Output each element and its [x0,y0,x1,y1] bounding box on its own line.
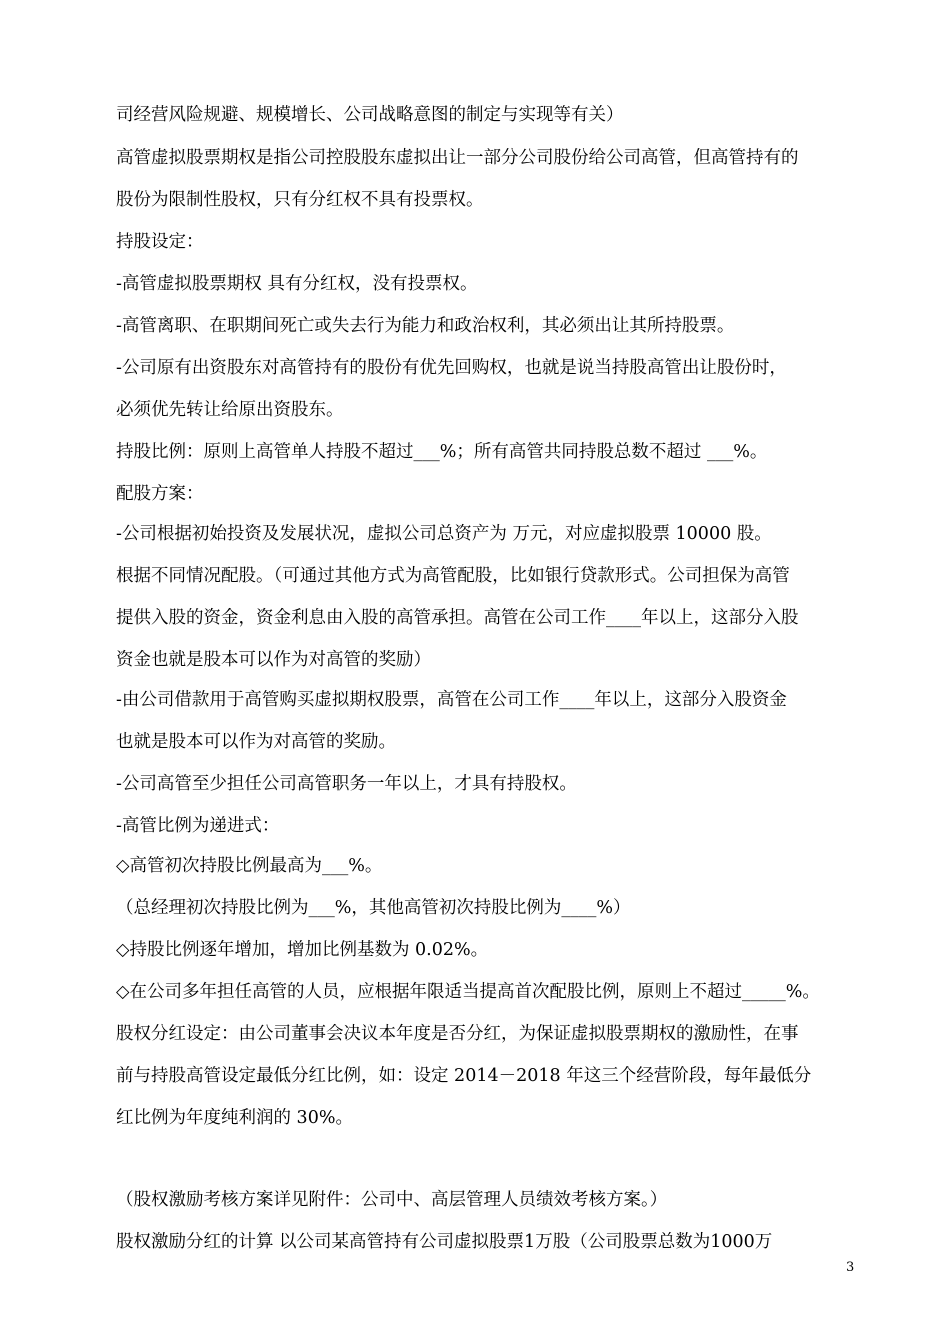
text-line: ◇高管初次持股比例最高为___%。 [116,856,383,876]
text-line: -公司高管至少担任公司高管职务一年以上，才具有持股权。 [116,774,577,794]
text-line: 必须优先转让给原出资股东。 [116,400,344,420]
section-heading: 配股方案： [116,484,204,504]
text-line: 股份为限制性股权，只有分红权不具有投票权。 [116,190,484,210]
text-line: 司经营风险规避、规模增长、公司战略意图的制定与实现等有关） [116,105,624,125]
text-line: （股权激励考核方案详见附件：公司中、高层管理人员绩效考核方案。） [116,1190,668,1210]
text-line: 红比例为年度纯利润的 30%。 [116,1108,353,1128]
text-line: 高管虚拟股票期权是指公司控股股东虚拟出让一部分公司股份给公司高管，但高管持有的 [116,148,799,168]
text-line: 持股比例：原则上高管单人持股不超过___%；所有高管共同持股总数不超过 ___%。 [116,442,768,462]
text-line: -高管虚拟股票期权 具有分红权，没有投票权。 [116,274,478,294]
text-line: 股权激励分红的计算 以公司某高管持有公司虚拟股票1万股（公司股票总数为1000万 [116,1232,773,1252]
text-line: 提供入股的资金，资金利息由入股的高管承担。高管在公司工作____年以上，这部分入股 [116,608,799,628]
text-line: 前与持股高管设定最低分红比例，如：设定 2014－2018 年这三个经营阶段，每年最低分 [116,1066,812,1086]
text-line: （总经理初次持股比例为___%，其他高管初次持股比例为____%） [116,898,631,918]
section-heading: 持股设定： [116,232,204,252]
text-line: -由公司借款用于高管购买虚拟期权股票，高管在公司工作____年以上，这部分入股资金 [116,690,787,710]
text-line: 根据不同情况配股。（可通过其他方式为高管配股，比如银行贷款形式。公司担保为高管 [116,566,790,586]
text-line: -公司根据初始投资及发展状况，虚拟公司总资产为 万元，对应虚拟股票 10000 股。 [116,524,772,544]
text-line: -高管离职、在职期间死亡或失去行为能力和政治权利，其必须出让其所持股票。 [116,316,735,336]
text-line: ◇在公司多年担任高管的人员，应根据年限适当提高首次配股比例，原则上不超过_____%。 [116,982,820,1002]
text-line: ◇持股比例逐年增加，增加比例基数为 0.02%。 [116,940,489,960]
page-number: 3 [846,1260,855,1275]
text-line: 股权分红设定：由公司董事会决议本年度是否分红，为保证虚拟股票期权的激励性，在事 [116,1024,799,1044]
text-line: -高管比例为递进式： [116,816,280,836]
text-line: 资金也就是股本可以作为对高管的奖励） [116,650,431,670]
text-line: 也就是股本可以作为对高管的奖励。 [116,732,396,752]
text-line: -公司原有出资股东对高管持有的股份有优先回购权，也就是说当持股高管出让股份时， [116,358,787,378]
